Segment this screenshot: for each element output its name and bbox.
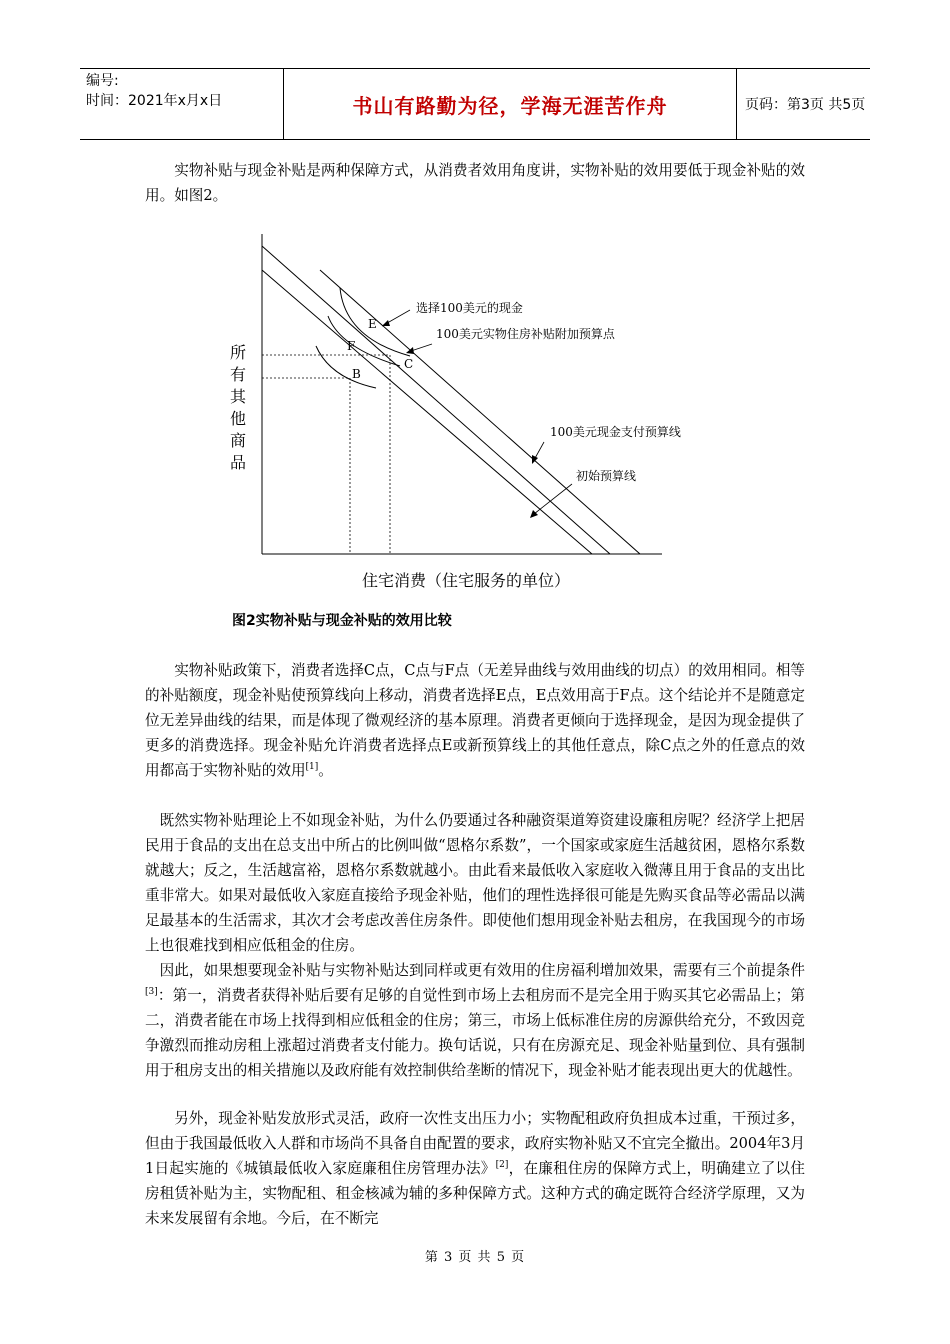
reference-1: [1] — [305, 762, 319, 773]
y-axis-label — [230, 343, 247, 472]
doc-time-label: 时间：2021年x月x日 — [86, 93, 223, 109]
paragraph-2-end: 。 — [318, 762, 333, 779]
y-axis-label-char: 他 — [230, 409, 247, 428]
annotation-inkind-point: 100美元实物住房补贴附加预算点 — [436, 327, 615, 341]
y-axis-label-char: 有 — [230, 365, 247, 384]
paragraph-5 — [145, 1106, 805, 1231]
doc-number-label: 编号: — [86, 73, 119, 89]
reference-2: [2] — [495, 1160, 509, 1171]
figure-2 — [200, 228, 720, 608]
header-motto: 书山有路勤为径，学海无涯苦作舟 — [284, 69, 737, 139]
paragraph-3: 既然实物补贴理论上不如现金补贴，为什么仍要通过各种融资渠道筹资建设廉租房呢？经济学上把居民用于食品的支出在总支出中所占的比例叫做“恩格尔系数”，一个国家或家庭生活越贫困，恩格尔系数就越大；反之，生活越富裕，恩格尔系数就越小。由此看来最低收入家庭收入微薄且用于食品的支出比重非常大。如果对最低收入家庭直接给予现金补贴，他们的理性选择很可能是先购买食品等必需品以满足最基本的生活需求，其次才会考虑改善住房条件。即使他们想用现金补贴去租房，在我国现今的市场上也很难找到相应低租金的住房。 — [145, 812, 805, 954]
annotation-cash-choice: 选择100美元的现金 — [416, 301, 523, 315]
paragraph-4-text-a: 因此，如果想要现金补贴与实物补贴达到同样或更有效用的住房福利增加效果，需要有三个前提条件 — [159, 962, 805, 979]
paragraph-4 — [145, 958, 805, 1083]
indifference-curve-inner — [316, 346, 376, 388]
header-meta — [80, 69, 284, 139]
paragraph-intro: 实物补贴与现金补贴是两种保障方式，从消费者效用角度讲，实物补贴的效用要低于现金补贴的效用。如图2。 — [145, 162, 805, 204]
annotation-cash-line: 100美元现金支付预算线 — [550, 425, 681, 439]
paragraph-5-text-b: ，在廉租住房的保障方式上，明确建立了以住房租赁补贴为主，实物配租、租金核减为辅的多种保障方式。这种方式的确定既符合经济学原理，又为未来发展留有余地。今后，在不断完 — [145, 1160, 805, 1227]
page-header — [80, 68, 870, 140]
y-axis-label-char: 商 — [230, 431, 247, 450]
point-f-label: F — [347, 339, 356, 353]
y-axis-label-char: 所 — [230, 343, 247, 362]
paragraph-2 — [145, 658, 805, 783]
header-page-info: 页码：第3页 共5页 — [745, 97, 866, 113]
reference-3: [3] — [145, 987, 158, 998]
figure-diagram — [200, 228, 720, 608]
figure-caption: 图2实物补贴与现金补贴的效用比较 — [232, 613, 452, 629]
arrow-initial-line — [534, 484, 572, 514]
annotation-initial-line: 初始预算线 — [576, 469, 637, 483]
point-c-label: C — [404, 357, 414, 371]
point-b-label: B — [352, 367, 361, 381]
x-axis-label: 住宅消费（住宅服务的单位） — [362, 571, 571, 590]
arrow-cash-choice-head — [382, 320, 390, 326]
page-footer: 第 3 页 共 5 页 — [424, 1250, 526, 1265]
paragraph-5-text-a: 另外，现金补贴发放形式灵活，政府一次性支出压力小；实物配租政府负担成本过重，干预过多，但由于我国最低收入人群和市场尚不具备自由配置的要求，政府实物补贴又不宜完全撤出。2004年3月1日起实施的《城镇最低收入家庭廉租住房管理办法》 — [145, 1110, 805, 1177]
paragraph-2-text: 实物补贴政策下，消费者选择C点，C点与F点（无差异曲线与效用曲线的切点）的效用相同。相等的补贴额度，现金补贴使预算线向上移动，消费者选择E点，E点效用高于F点。这个结论并不是随意定位无差异曲线的结果，而是体现了微观经济的基本原理。消费者更倾向于选择现金，是因为现金提供了更多的消费选择。现金补贴允许消费者选择点E或新预算线上的其他任意点，除C点之外的任意点的效用都高于实物补贴的效用 — [145, 662, 805, 779]
point-e-label: E — [368, 317, 377, 331]
y-axis-label-char: 其 — [230, 387, 247, 406]
y-axis-label-char: 品 — [230, 453, 247, 472]
paragraph-4-text-b: ：第一，消费者获得补贴后要有足够的自觉性到市场上去租房而不是完全用于购买其它必需品上；第二，消费者能在市场上找得到相应低租金的住房；第三，市场上低标准住房的房源供给充分，不致因竞争激烈而推动房租上涨超过消费者支付能力。换句话说，只有在房源充足、现金补贴量到位、具有强制用于租房支出的相关措施以及政府能有效控制供给垄断的情况下，现金补贴才能表现出更大的优越性。 — [145, 987, 805, 1079]
arrow-initial-line-head — [530, 510, 538, 518]
initial-budget-line — [262, 246, 610, 554]
